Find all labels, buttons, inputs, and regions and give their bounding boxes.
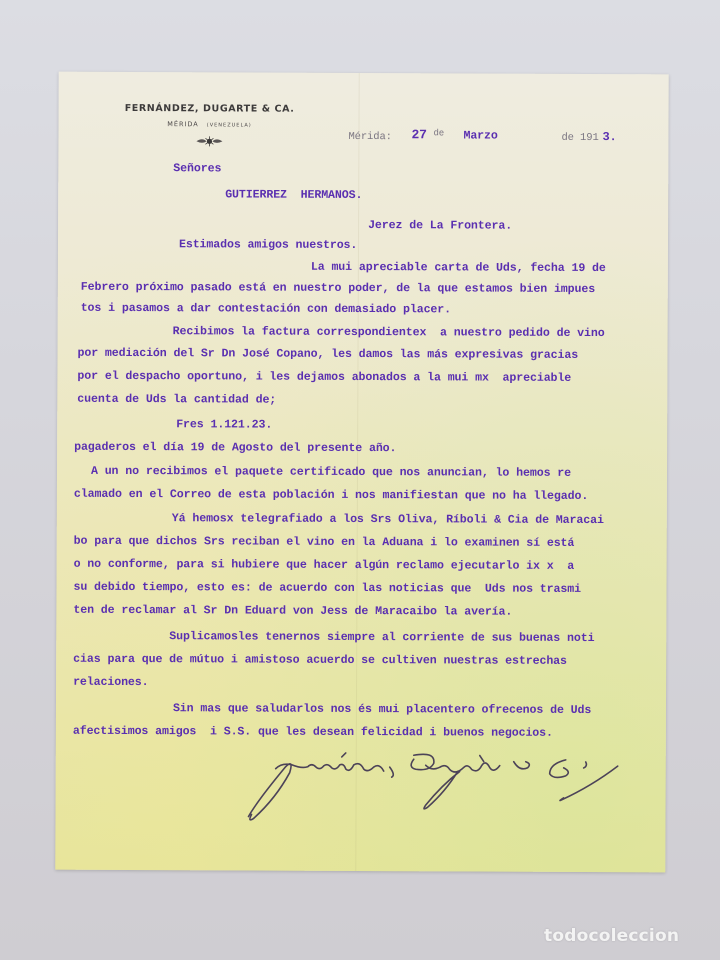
body-line: Recibimos la factura correspondientex a nuestro pedido de vino [172,325,605,341]
body-line: pagaderos el día 19 de Agosto del presente año. [74,440,397,456]
closing-line: Sin mas que saludarlos nos és mui placentero ofrecenos de Uds [172,702,592,718]
recipient-salutation: Señores [173,162,222,176]
body-line: cias para que de mútuo i amistoso acuerdo se cultiven nuestras estrechas [73,652,567,668]
body-line: ten de reclamar al Sr Dn Eduard von Jess de Maracaibo la avería. [73,603,513,619]
letterhead-city-name: MÉRIDA [167,120,199,129]
body-line: tos i pasamos a dar contestación con demasiado placer. [80,301,452,317]
body-line: o no conforme, para si hubiere que hacer algún reclamo ejecutarlo ix x a [73,557,575,573]
letterhead-city [109,120,309,129]
letterhead-country: (VENEZUELA) [206,122,252,129]
date-month: Marzo [463,129,498,143]
body-line: La mui apreciable carta de Uds, fecha 19 de [310,260,606,276]
handwritten-signature-icon [245,748,645,830]
body-line: A un no recibimos el paquete certificado que nos anuncian, lo hemos re [90,464,572,480]
date-year-prefix: de 191 [561,131,599,145]
body-line: Febrero próximo pasado está en nuestro poder, de la que estamos bien impues [80,280,596,297]
amount: Fres 1.121.23. [176,418,273,432]
greeting: Estimados amigos nuestros. [178,238,358,252]
letterhead [109,103,309,147]
date-day: 27 [411,127,427,143]
body-line: por mediación del Sr Dn José Copano, les damos las más expresivas gracias [77,346,579,362]
date-year-digit: 3. [602,130,617,145]
body-line: Yá hemosx telegrafiado a los Srs Oliva, Ríboli & Cia de Maracai [171,512,604,528]
fleuron-icon [109,134,309,147]
letter-paper [55,72,668,873]
body-line: cuenta de Uds la cantidad de; [77,392,277,407]
recipient-name: GUTIERREZ HERMANOS. [225,188,363,202]
body-line: relaciones. [73,675,149,690]
body-line: Suplicamosles tenernos siempre al corriente de sus buenas noti [169,630,595,646]
letterhead-company: FERNÁNDEZ, DUGARTE & CA. [124,102,295,115]
closing-line: afectisimos amigos i S.S. que les desean felicidad i buenos negocios. [72,724,553,740]
body-line: por el despacho oportuno, i les dejamos abonados a la mui mx apreciable [77,369,572,385]
date-de-1: de [433,128,445,139]
recipient-city: Jerez de La Frontera. [368,219,513,233]
body-line: bo para que dichos Srs reciban el vino en la Aduana i lo examinen sí está [73,534,575,550]
watermark-logo: todocoleccion [544,926,680,946]
date-place: Mérida: [348,130,392,144]
body-line: clamado en el Correo de esta población i nos manifiestan que no ha llegado. [73,487,589,503]
body-line: su debido tiempo, esto es: de acuerdo con las noticias que Uds nos trasmi [73,580,581,596]
